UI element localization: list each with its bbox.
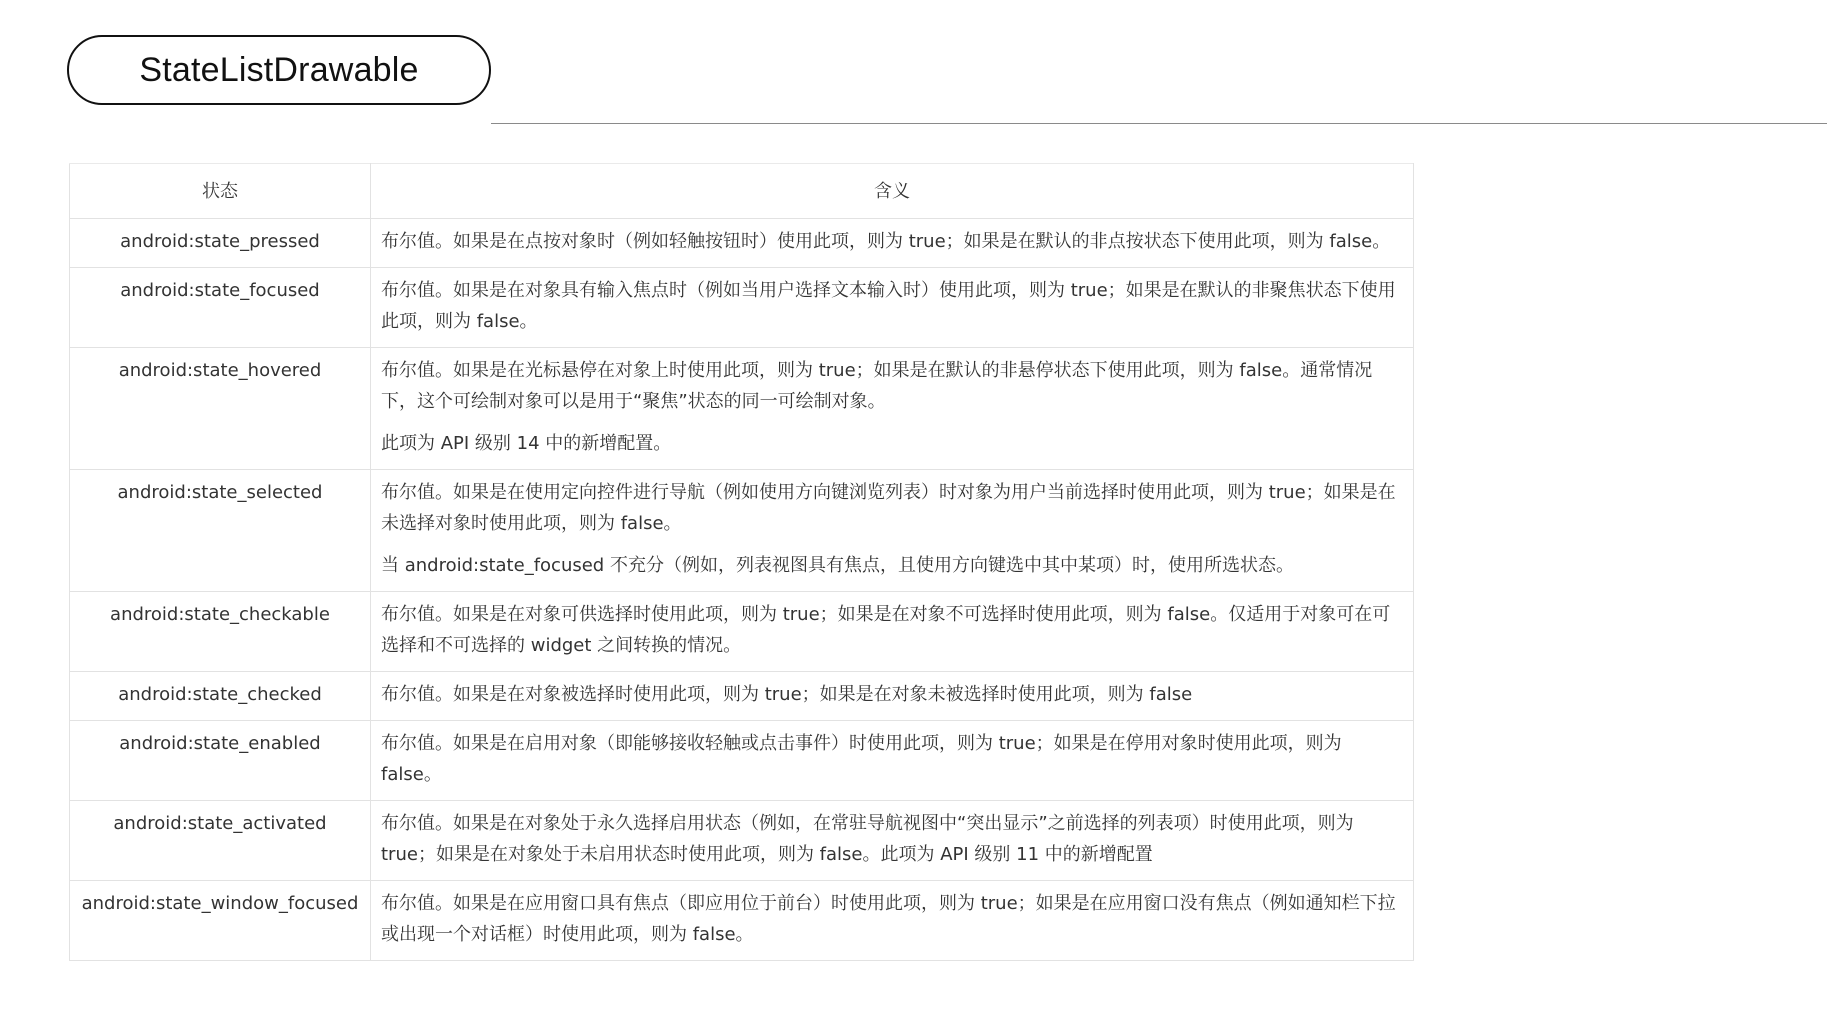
header-state: 状态: [70, 164, 371, 219]
table-row: [70, 470, 1414, 592]
table-row: [70, 721, 1414, 801]
meaning-text: 布尔值。如果是在对象被选择时使用此项，则为 true；如果是在对象未被选择时使用此项，则为 false: [381, 684, 1193, 705]
table-row: [70, 592, 1414, 672]
meaning-cell: [371, 801, 1414, 881]
state-cell: android:state_hovered: [70, 348, 371, 470]
meaning-text: 布尔值。如果是在点按对象时（例如轻触按钮时）使用此项，则为 true；如果是在默认的非点按状态下使用此项，则为 false。: [381, 231, 1391, 252]
meaning-note: 当 android:state_focused 不充分（例如，列表视图具有焦点，且使用方向键选中其中某项）时，使用所选状态。: [381, 555, 1294, 576]
page-title: StateListDrawable: [139, 50, 419, 89]
table-row: [70, 268, 1414, 348]
meaning-text: 布尔值。如果是在使用定向控件进行导航（例如使用方向键浏览列表）时对象为用户当前选择时使用此项，则为 true；如果是在未选择对象时使用此项，则为 false。: [381, 482, 1396, 534]
meaning-cell: [371, 592, 1414, 672]
state-cell: android:state_focused: [70, 268, 371, 348]
meaning-cell: [371, 672, 1414, 721]
meaning-cell: [371, 470, 1414, 592]
state-table: [69, 163, 1414, 961]
meaning-cell: [371, 219, 1414, 268]
meaning-text: 布尔值。如果是在应用窗口具有焦点（即应用位于前台）时使用此项，则为 true；如果是在应用窗口没有焦点（例如通知栏下拉或出现一个对话框）时使用此项，则为 false。: [381, 893, 1396, 945]
meaning-text: 布尔值。如果是在对象处于永久选择启用状态（例如，在常驻导航视图中“突出显示”之前选择的列表项）时使用此项，则为 true；如果是在对象处于未启用状态时使用此项，则为 false。此项为 API 级别 11 中的新增配置: [381, 813, 1354, 865]
state-table-container: [69, 163, 1413, 961]
state-cell: android:state_selected: [70, 470, 371, 592]
table-header-row: [70, 164, 1414, 219]
meaning-cell: [371, 881, 1414, 961]
state-cell: android:state_enabled: [70, 721, 371, 801]
meaning-text: 布尔值。如果是在光标悬停在对象上时使用此项，则为 true；如果是在默认的非悬停状态下使用此项，则为 false。通常情况下，这个可绘制对象可以是用于“聚焦”状态的同一可绘制对象。: [381, 360, 1373, 412]
meaning-cell: [371, 721, 1414, 801]
state-cell: android:state_window_focused: [70, 881, 371, 961]
meaning-text: 布尔值。如果是在启用对象（即能够接收轻触或点击事件）时使用此项，则为 true；如果是在停用对象时使用此项，则为 false。: [381, 733, 1342, 785]
meaning-text: 布尔值。如果是在对象可供选择时使用此项，则为 true；如果是在对象不可选择时使用此项，则为 false。仅适用于对象可在可选择和不可选择的 widget 之间转换的情况。: [381, 604, 1391, 656]
state-cell: android:state_checked: [70, 672, 371, 721]
table-row: [70, 348, 1414, 470]
table-row: [70, 801, 1414, 881]
state-cell: android:state_activated: [70, 801, 371, 881]
meaning-text: 布尔值。如果是在对象具有输入焦点时（例如当用户选择文本输入时）使用此项，则为 true；如果是在默认的非聚焦状态下使用此项，则为 false。: [381, 280, 1396, 332]
title-divider: [491, 123, 1827, 124]
header-meaning: 含义: [371, 164, 1414, 219]
table-row: [70, 219, 1414, 268]
table-row: [70, 672, 1414, 721]
state-cell: android:state_pressed: [70, 219, 371, 268]
meaning-cell: [371, 268, 1414, 348]
state-cell: android:state_checkable: [70, 592, 371, 672]
title-badge: [67, 35, 491, 105]
meaning-note: 此项为 API 级别 14 中的新增配置。: [381, 433, 672, 454]
meaning-cell: [371, 348, 1414, 470]
table-row: [70, 881, 1414, 961]
